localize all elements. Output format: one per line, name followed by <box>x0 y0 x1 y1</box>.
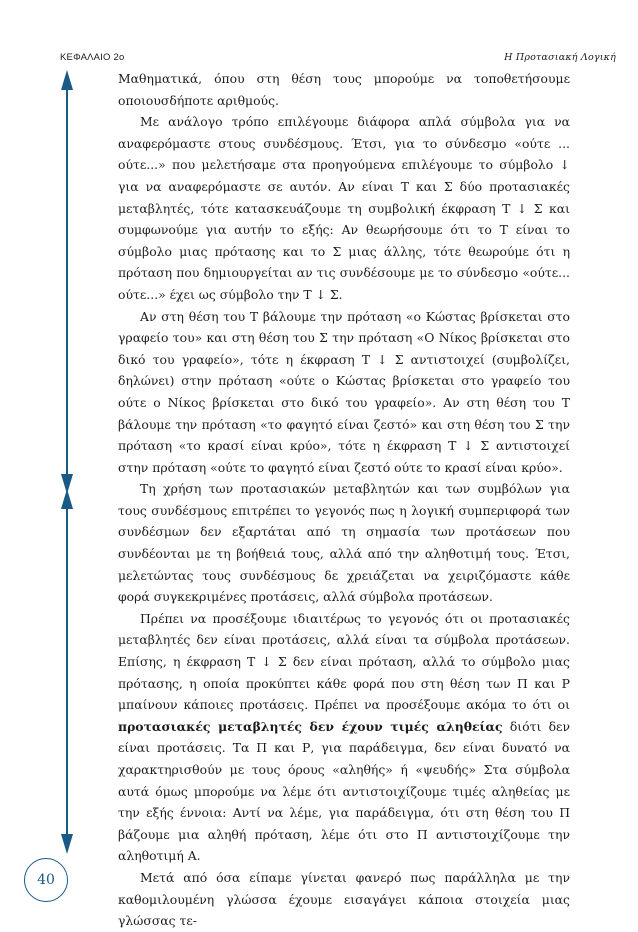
page-number: 40 <box>24 858 68 902</box>
page-body <box>118 68 570 932</box>
paragraph: Τη χρήση των προτασιακών μεταβλητών και των συμβόλων για τους συνδέσμους επιτρέπει το γεγονός πως η λογική συμπεριφορά των συνδέσμων δεν εξαρτάται από τη σημασία των προτάσεων που συνδέονται με τη βοήθειά τους, αλλά από την αληθοτιμή τους. Έτσι, μελετώντας τους συνδέσμους δε χρειάζεται να χειριζόμαστε κάθε φορά συγκεκριμένες προτάσεις, αλλά σύμβολα προτάσεων. <box>118 481 570 605</box>
arrow-down-icon <box>61 834 73 854</box>
paragraph-text: διότι δεν είναι προτάσεις. Τα Π και Ρ, για παράδειγμα, δεν είναι δυνατό να χαρακτηρισθούν με τους όρους «αληθής» ή «ψευδής» Στα σύμβολα αυτά όμως μπορούμε να λέμε ότι αντιστοιχίζουμε τιμές αληθείας με την εξής έννοια: Αντί να λέμε, για παράδειγμα, ότι στη θέση του Π βάζουμε μια αληθή πρόταση, λέμε ότι στο Π αντιστοιχίζουμε την αληθοτιμή Α. <box>118 718 570 864</box>
arrow-up-icon <box>61 70 73 90</box>
margin-rule-top <box>66 74 68 478</box>
paragraph <box>118 608 570 867</box>
margin-rule-bottom <box>66 493 68 849</box>
paragraph: Αν στη θέση του Τ βάλουμε την πρόταση «ο Κώστας βρίσκεται στο γραφείο του» και στη θέση του Σ την πρόταση «Ο Νίκος βρίσκεται στο δικό του γραφείο», τότε η έκφραση Τ ↓ Σ αντιστοιχεί (συμβολίζει, δηλώνει) στην πρόταση «ούτε ο Κώστας βρίσκεται στο γραφείο του ούτε ο Νίκος βρίσκεται στο δικό του γραφείο». Αν στη θέση του Τ βάλουμε την πρόταση «το φαγητό είναι ζεστό» και στη θέση του Σ την πρόταση «το κρασί είναι κρύο», τότε η έκφραση Τ ↓ Σ αντιστοιχεί στην πρόταση «ούτε το φαγητό είναι ζεστό ούτε το κρασί είναι κρύο». <box>118 308 570 475</box>
paragraph: Μετά από όσα είπαμε γίνεται φανερό πως παράλληλα με την καθομιλουμένη γλώσσα έχουμε εισαγάγει κάποια στοιχεία μιας γλώσσας τε- <box>118 869 570 929</box>
paragraph: Μαθηματικά, όπου στη θέση τους μπορούμε να τοποθετήσουμε οποιουσδήποτε αριθμούς. <box>118 71 570 108</box>
chapter-header: ΚΕΦΑΛΑΙΟ 2ο <box>60 52 125 63</box>
emphasis-text: προτασιακές μεταβλητές δεν έχουν τιμές αληθείας <box>118 718 503 734</box>
arrow-up-icon <box>61 489 73 509</box>
section-header: Η Προτασιακή Λογική <box>504 52 616 63</box>
paragraph: Με ανάλογο τρόπο επιλέγουμε διάφορα απλά σύμβολα για να αναφερόμαστε στους συνδέσμους. Έτσι, για το σύνδεσμο «ούτε ... ούτε...» που μελετήσαμε στα προηγούμενα επιλέγουμε το σύμβολο ↓ για να αναφερόμαστε σε αυτόν. Αν είναι Τ και Σ δύο προτασιακές μεταβλητές, τότε κατασκευάζουμε τη συμβολική έκφραση Τ ↓ Σ και συμφωνούμε για αυτήν το εξής: Αν θεωρήσουμε ότι το Τ είναι το σύμβολο μιας πρότασης και το Σ μιας άλλης, τότε θεωρούμε ότι η πρόταση που δημιουργείται αν τις συνδέσουμε με το σύνδεσμο «ούτε... ούτε...» έχει ως σύμβολο την Τ ↓ Σ. <box>118 114 570 302</box>
paragraph-text: Πρέπει να προσέξουμε ιδιαιτέρως το γεγονός ότι οι προτασιακές μεταβλητές δεν είναι προτάσεις, αλλά είναι τα σύμβολα προτάσεων. Επίσης, η έκφραση Τ ↓ Σ δεν είναι πρόταση, αλλά το σύμβολο μιας πρότασης, η οποία προκύπτει κάθε φορά που στη θέση των Π και Ρ μπαίνουν κάποιες προτάσεις. Πρέπει να προσέξουμε ακόμα το ότι οι <box>118 610 570 713</box>
